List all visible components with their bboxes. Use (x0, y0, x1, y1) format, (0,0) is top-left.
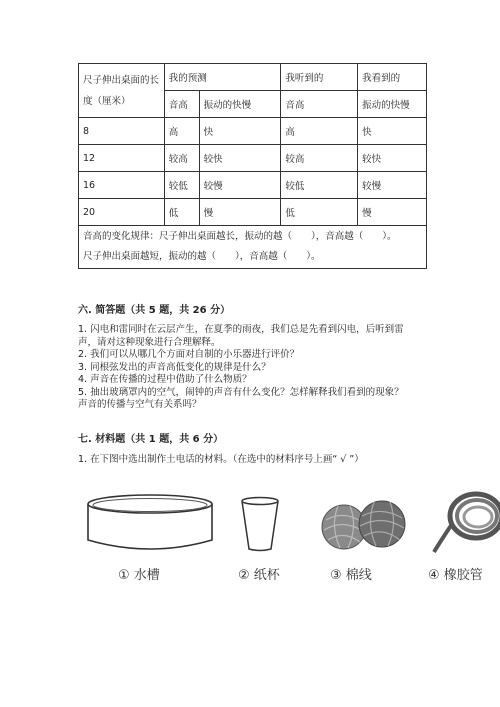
cell-length: 8 (79, 118, 165, 145)
length-header: 尺子伸出桌面的长度（厘米） (79, 64, 165, 118)
question-5-line-2: 声音的传播与空气有关系吗？ (78, 399, 202, 410)
cell-seen: 较慢 (358, 172, 427, 199)
cell-pred-pitch: 低 (164, 199, 199, 226)
question-2: 2. 我们可以从哪几个方面对自制的小乐器进行评价？ (78, 349, 300, 360)
cell-pred-vibration: 较快 (199, 145, 281, 172)
section7-title: 七. 材料题（共 1 题，共 6 分） (78, 434, 224, 445)
section6-questions (78, 324, 428, 412)
table-row (79, 118, 427, 145)
cell-seen: 较快 (358, 145, 427, 172)
cell-length: 20 (79, 199, 165, 226)
cell-pred-pitch: 较高 (164, 145, 199, 172)
cell-length: 16 (79, 172, 165, 199)
cell-pred-vibration: 较慢 (199, 172, 281, 199)
question-4: 4. 声音在传播的过程中借助了什么物质？ (78, 374, 252, 385)
cell-heard: 较低 (281, 172, 358, 199)
heard-pitch-subheader: 音高 (281, 91, 358, 118)
material-label-2: ② 纸杯 (238, 568, 280, 583)
material-label-3: ③ 棉线 (330, 568, 372, 583)
cell-length: 12 (79, 145, 165, 172)
rule-line-2: 尺子伸出桌面越短，振动的越（ ），音高越（ ）。 (83, 251, 321, 262)
table-row (79, 199, 427, 226)
cell-heard: 低 (281, 199, 358, 226)
cell-seen: 快 (358, 118, 427, 145)
pred-pitch-subheader: 音高 (164, 91, 199, 118)
pred-vibration-subheader: 振动的快慢 (199, 91, 281, 118)
question-1-line-1: 1. 闪电和雷同时在云层产生，在夏季的雨夜，我们总是先看到闪电，后听到雷 (78, 324, 404, 335)
rule-cell (79, 226, 427, 269)
question-5-line-1: 5. 抽出玻璃罩内的空气，闹钟的声音有什么变化？怎样解释我们看到的现象？ (78, 386, 404, 398)
heard-header: 我听到的 (281, 64, 358, 91)
table-row (79, 172, 427, 199)
material-label-4: ④ 橡胶管 (428, 568, 483, 583)
cell-seen: 慢 (358, 199, 427, 226)
cotton-thread-icon (318, 500, 408, 552)
material-label-1: ① 水槽 (118, 568, 160, 583)
cell-pred-vibration: 快 (199, 118, 281, 145)
seen-vibration-subheader: 振动的快慢 (358, 91, 427, 118)
cell-heard: 高 (281, 118, 358, 145)
section7-question-1: 1. 在下图中选出制作土电话的材料。（在选中的材料序号上画“ √ ”） (78, 454, 364, 465)
cell-pred-pitch: 较低 (164, 172, 199, 199)
seen-header: 我看到的 (358, 64, 427, 91)
cell-pred-vibration: 慢 (199, 199, 281, 226)
question-3: 3. 同根弦发出的声音高低变化的规律是什么？ (78, 361, 271, 373)
experiment-table (78, 63, 427, 269)
section6-title: 六. 简答题（共 5 题，共 26 分） (78, 305, 231, 316)
cell-pred-pitch: 高 (164, 118, 199, 145)
prediction-header: 我的预测 (164, 64, 281, 91)
question-1-line-2: 声，请对这种现象进行合理解释。 (78, 336, 221, 348)
paper-cup-icon (240, 496, 280, 552)
rule-line-1: 音高的变化规律：尺子伸出桌面越长，振动的越（ ），音高越（ ）。 (83, 231, 397, 242)
water-tank-icon (86, 492, 214, 554)
table-row (79, 145, 427, 172)
rubber-tube-icon (432, 486, 500, 556)
cell-heard: 较高 (281, 145, 358, 172)
